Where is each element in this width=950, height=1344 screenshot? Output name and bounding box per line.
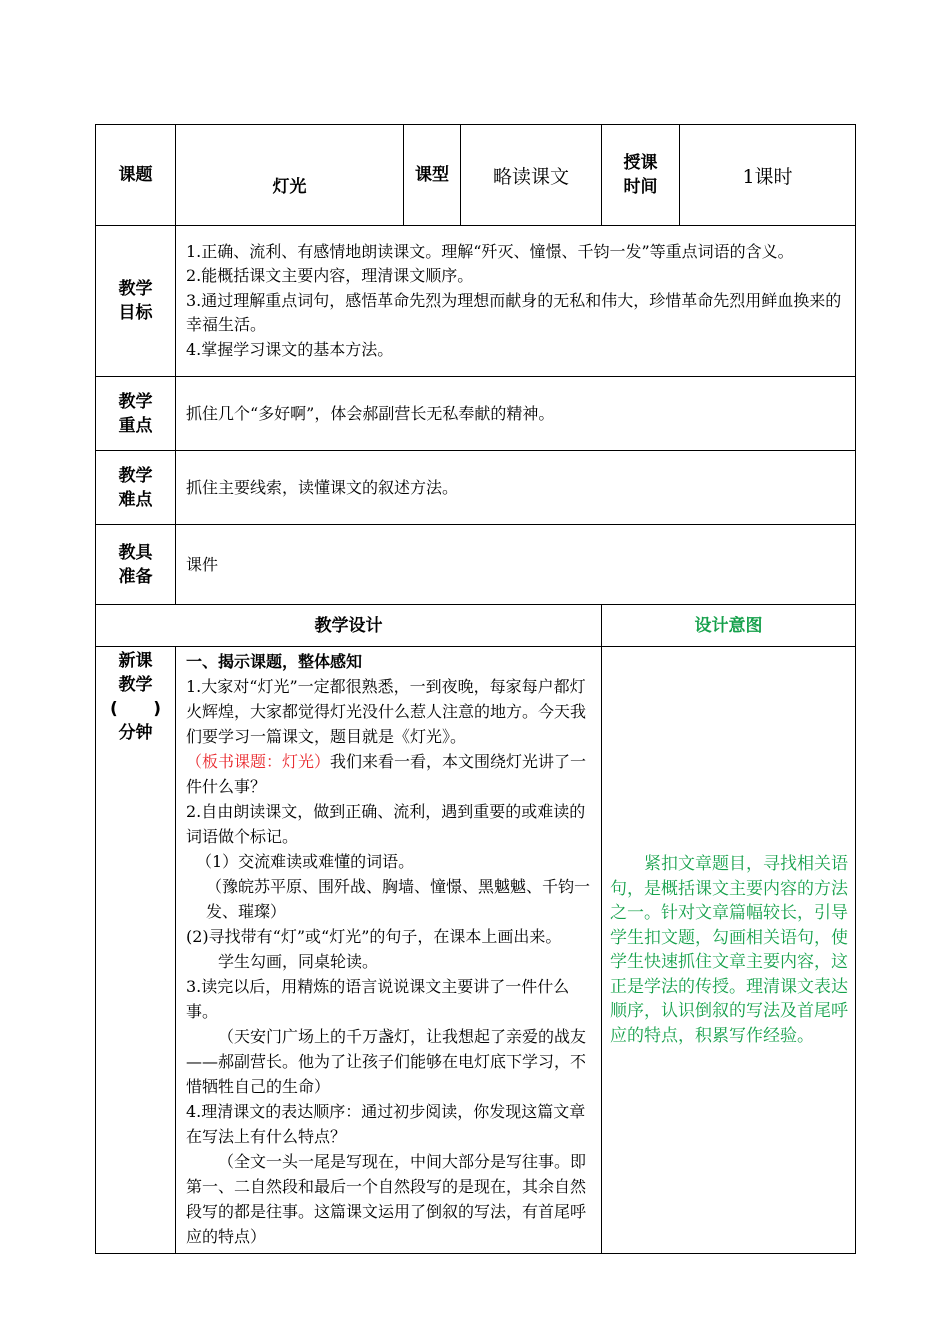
materials-label [96, 525, 176, 605]
lesson-plan-table [95, 124, 856, 1254]
difficulties-label-line2: 难点 [118, 489, 153, 510]
materials-label-line2: 准备 [118, 566, 153, 587]
difficulties-label-line1: 教学 [118, 465, 153, 486]
objective-item: 3.通过理解重点词句，感悟革命先烈为理想而献身的无私和伟大，珍惜革命先烈用鲜血换来的幸福生活。 [186, 290, 842, 335]
paragraph-2-note: 学生勾画，同桌轮读。 [218, 952, 379, 971]
key-points-row [96, 377, 856, 451]
design-header-row [96, 605, 856, 647]
objective-item: 1.正确、流利、有感情地朗读课文。理解“歼灭、憧憬、千钧一发”等重点词语的含义。 [186, 241, 794, 261]
paragraph-2-sub1: （1）交流难读或难懂的词语。 [196, 852, 415, 871]
header-row [96, 125, 856, 226]
paragraph-1 [186, 674, 595, 799]
design-label: 教学设计 [96, 605, 602, 647]
time-label-line2: 时间 [623, 177, 658, 197]
materials-row [96, 525, 856, 605]
key-points-label-line1: 教学 [118, 391, 153, 412]
time-value: 1课时 [680, 125, 856, 226]
type-value: 略读课文 [461, 125, 602, 226]
new-lesson-row [96, 647, 856, 1254]
materials-text: 课件 [176, 525, 856, 605]
objectives-row [96, 226, 856, 377]
objectives-label [96, 226, 176, 377]
difficulties-text: 抓住主要线索，读懂课文的叙述方法。 [176, 451, 856, 525]
materials-label-line1: 教具 [118, 542, 153, 563]
key-points-label-line2: 重点 [118, 415, 153, 436]
section-title: 一、揭示课题，整体感知 [186, 652, 363, 671]
objectives-content [176, 226, 856, 377]
new-lesson-content [176, 647, 602, 1254]
board-title-note: （板书课题：灯光） [186, 752, 331, 771]
time-label-line1: 授课 [623, 153, 658, 173]
paragraph-2-sub2: (2)寻找带有“灯”或“灯光”的句子，在课本上画出来。 [186, 927, 562, 946]
new-lesson-label-line4: 分钟 [118, 723, 153, 743]
key-points-text: 抓住几个“多好啊”，体会郝副营长无私奉献的精神。 [176, 377, 856, 451]
new-lesson-label-line1: 新课 [118, 651, 153, 671]
time-label [602, 125, 680, 226]
objective-item: 4.掌握学习课文的基本方法。 [186, 339, 394, 359]
difficulties-label [96, 451, 176, 525]
paragraph-4: 4.理清课文的表达顺序：通过初步阅读，你发现这篇文章在写法上有什么特点？ [186, 1102, 586, 1146]
key-points-label [96, 377, 176, 451]
objectives-label-line1: 教学 [118, 279, 153, 299]
topic-label: 课题 [96, 125, 176, 226]
type-label: 课型 [404, 125, 461, 226]
intent-label: 设计意图 [602, 605, 856, 647]
new-lesson-label-line2: 教学 [118, 675, 153, 695]
objectives-label-line2: 目标 [118, 303, 153, 323]
paragraph-1-end: 我们来看一看，本文围绕灯光讲了一件什么事？ [186, 752, 587, 796]
paragraph-4-answer: （全文一头一尾是写现在，中间大部分是写往事。即第一、二自然段和最后一个自然段写的是现在，其余自然段写的都是往事。这篇课文运用了倒叙的写法，有首尾呼应的特点） [186, 1152, 587, 1246]
difficulties-row [96, 451, 856, 525]
paragraph-3: 3.读完以后，用精炼的语言说说课文主要讲了一件什么事。 [186, 977, 570, 1021]
design-intent-text: 紧扣文章题目，寻找相关语句，是概括课文主要内容的方法之一。针对文章篇幅较长，引导学生扣文题，勾画相关语句，使学生快速抓住文章主要内容，这正是学法的传授。理清课文表达顺序，认识倒叙的写法及首尾呼应的特点，积累写作经验。 [602, 647, 856, 1254]
paragraph-3-answer: （天安门广场上的千万盏灯，让我想起了亲爱的战友——郝副营长。他为了让孩子们能够在电灯底下学习，不惜牺牲自己的生命） [186, 1027, 587, 1096]
topic-value: 灯光 [176, 125, 404, 226]
new-lesson-minutes-blank: ( ) [109, 699, 162, 719]
objective-item: 2.能概括课文主要内容，理清课文顺序。 [186, 266, 474, 286]
paragraph-2-words: （豫皖苏平原、围歼战、胸墙、憧憬、黑魆魆、千钧一发、璀璨） [206, 877, 591, 921]
paragraph-1-text: 1.大家对“灯光”一定都很熟悉，一到夜晚，每家每户都灯火辉煌，大家都觉得灯光没什么惹人注意的地方。今天我们要学习一篇课文，题目就是《灯光》。 [186, 677, 587, 746]
paragraph-2: 2.自由朗读课文，做到正确、流利，遇到重要的或难读的词语做个标记。 [186, 802, 586, 846]
new-lesson-label [96, 647, 176, 1254]
